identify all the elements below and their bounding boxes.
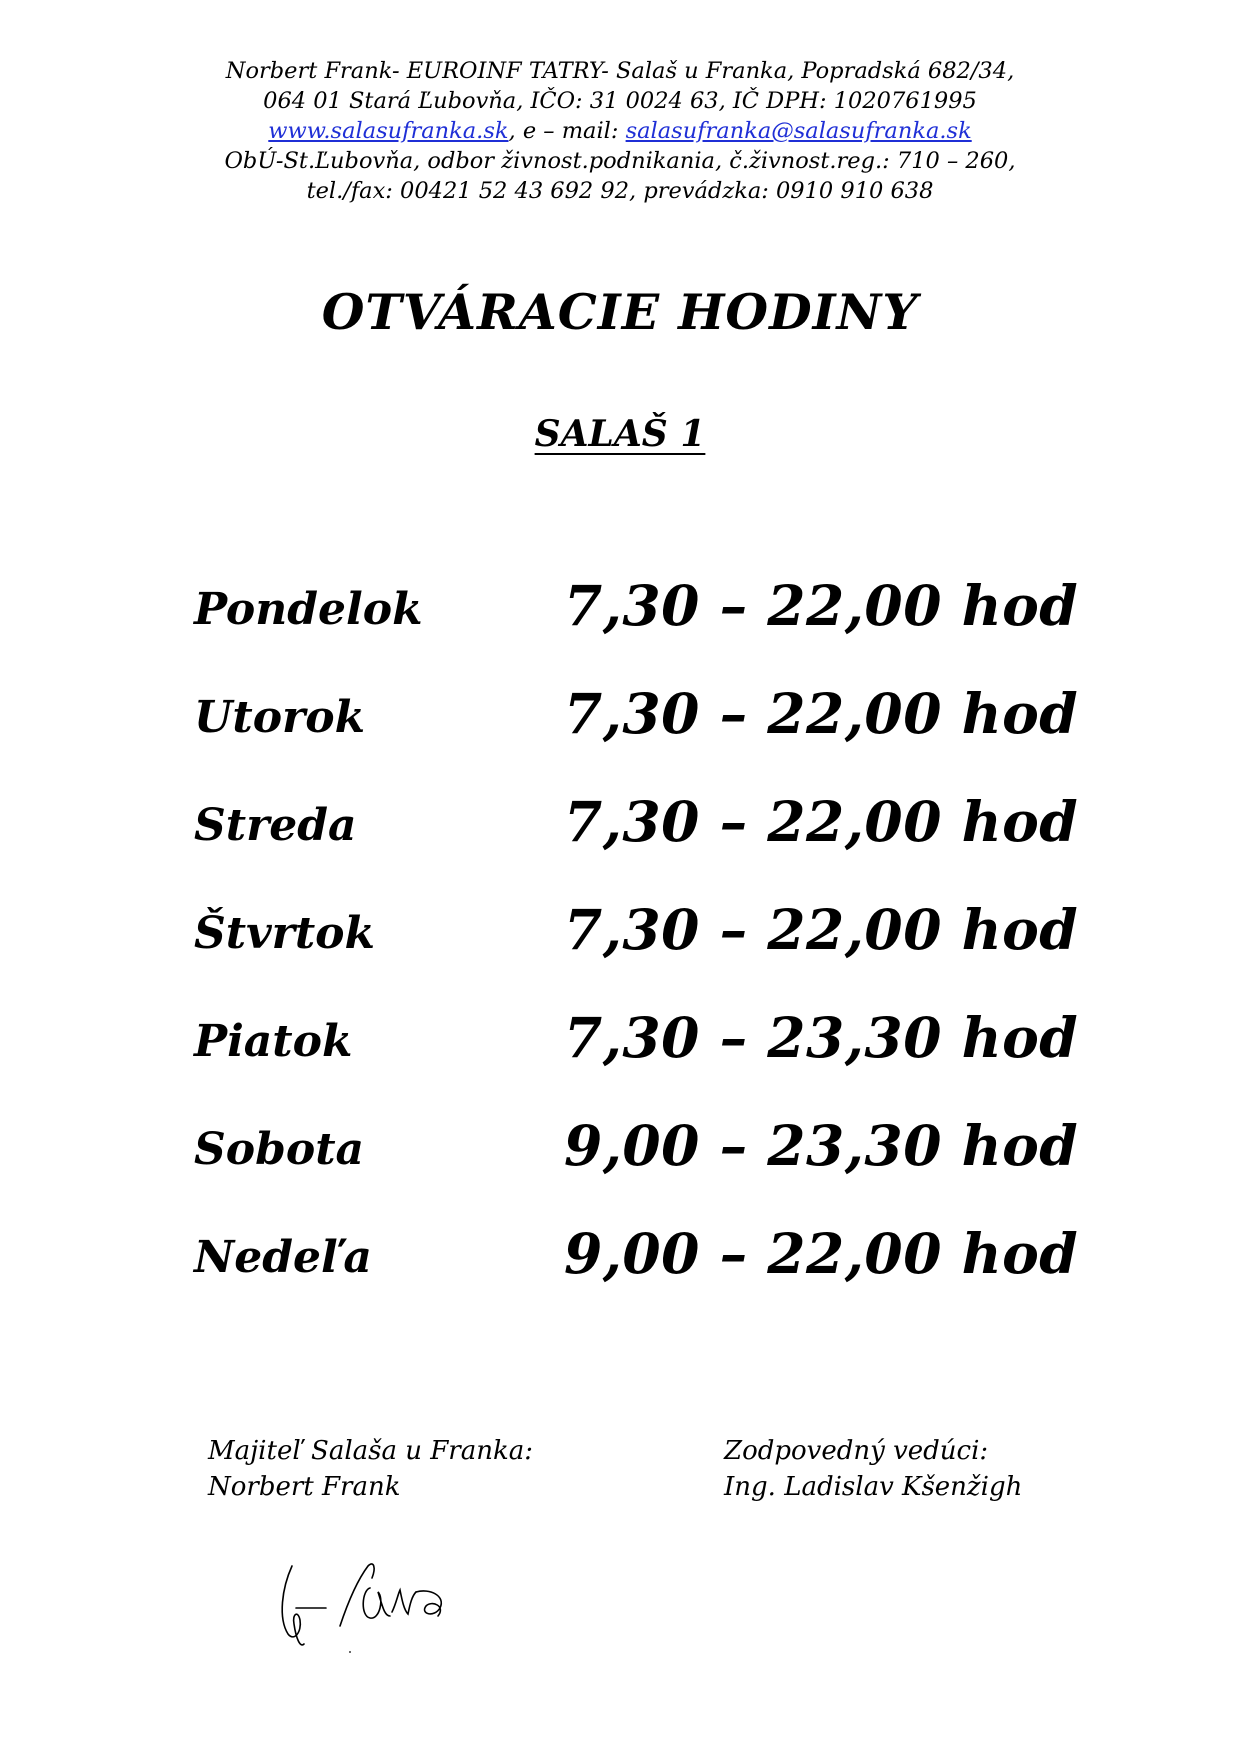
subtitle-text: SALAŠ 1 (534, 413, 706, 455)
hours-value: 7,30 – 22,00 hod (564, 681, 1079, 746)
hours-value: 7,30 – 22,00 hod (564, 789, 1079, 854)
day-label: Štvrtok (194, 908, 376, 959)
day-label: Pondelok (194, 584, 423, 635)
hours-value: 7,30 – 23,30 hod (564, 1005, 1079, 1070)
hours-value: 9,00 – 22,00 hod (564, 1221, 1079, 1286)
manager-name: Ing. Ladislav Kšenžigh (724, 1472, 1023, 1502)
letterhead-line-phone: tel./fax: 00421 52 43 692 92, prevádzka: 0910 910 638 (306, 178, 934, 204)
owner-signature-block (208, 1433, 533, 1505)
day-label: Nedeľa (194, 1232, 372, 1283)
email-link[interactable]: salasufranka@salasufranka.sk (625, 118, 972, 144)
letterhead-line-registration: ObÚ-St.Ľubovňa, odbor živnost.podnikania, č.živnost.reg.: 710 – 260, (224, 148, 1016, 174)
hours-value: 7,30 – 22,00 hod (564, 573, 1079, 638)
day-label: Sobota (194, 1124, 365, 1175)
email-prefix: , e – mail: (508, 118, 626, 144)
letterhead-line-address: 064 01 Stará Ľubovňa, IČO: 31 0024 63, IČ DPH: 1020761995 (263, 88, 977, 114)
letterhead-line-contacts (0, 116, 1240, 146)
page-subtitle (0, 412, 1240, 456)
hours-value: 7,30 – 22,00 hod (564, 897, 1079, 962)
hours-row (194, 570, 1079, 678)
day-label: Streda (194, 800, 357, 851)
website-link[interactable]: www.salasufranka.sk (268, 118, 509, 144)
day-label: Piatok (194, 1016, 353, 1067)
opening-hours-list (194, 570, 1079, 1326)
hours-row (194, 678, 1079, 786)
owner-name: Norbert Frank (208, 1472, 401, 1502)
day-label: Utorok (194, 692, 366, 743)
hours-row (194, 1218, 1079, 1326)
hours-value: 9,00 – 23,30 hod (564, 1113, 1079, 1178)
hours-row (194, 894, 1079, 1002)
hours-row (194, 786, 1079, 894)
owner-role: Majiteľ Salaša u Franka: (208, 1436, 533, 1466)
hours-row (194, 1002, 1079, 1110)
letterhead (0, 56, 1240, 206)
handwritten-signature (270, 1548, 470, 1658)
letterhead-line-company: Norbert Frank- EUROINF TATRY- Salaš u Franka, Popradská 682/34, (225, 58, 1015, 84)
page-title: OTVÁRACIE HODINY (321, 283, 919, 341)
manager-signature-block (724, 1433, 1022, 1505)
hours-row (194, 1110, 1079, 1218)
manager-role: Zodpovedný vedúci: (724, 1436, 989, 1466)
